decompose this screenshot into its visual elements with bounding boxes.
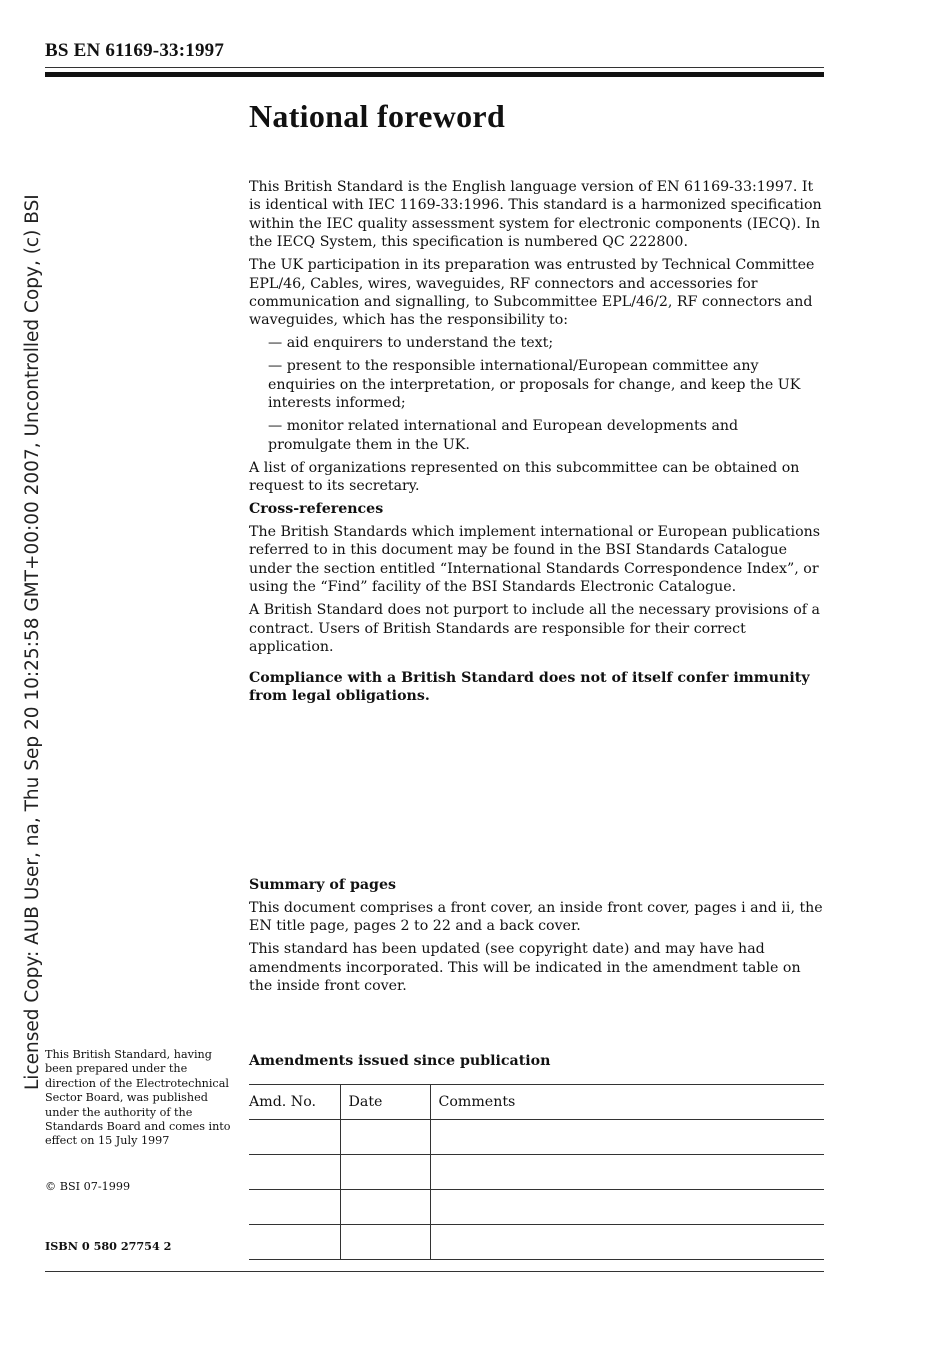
table-cell (249, 1120, 340, 1155)
table-row (249, 1190, 824, 1225)
paragraph-provisions: A British Standard does not purport to include all the necessary provisions of a contract. Users of British Standards are responsible for their correct application. (249, 602, 820, 656)
isbn-number: ISBN 0 580 27754 2 (45, 1239, 172, 1253)
footer-rule (45, 1271, 824, 1272)
summary-heading: Summary of pages (249, 877, 396, 893)
table-cell (430, 1155, 824, 1190)
summary-paragraph: This standard has been updated (see copyright date) and may have had amendments incorporated. This will be indicated in the amendment table on the inside front cover. (249, 941, 801, 995)
table-row (249, 1120, 824, 1155)
responsibility-item: — monitor related international and European developments and promulgate them in the UK. (268, 418, 739, 453)
table-cell (340, 1190, 430, 1225)
amendments-heading: Amendments issued since publication (249, 1053, 551, 1069)
responsibility-item: — aid enquirers to understand the text; (268, 335, 554, 352)
table-header-row (249, 1085, 824, 1120)
compliance-statement: Compliance with a British Standard does not of itself confer immunity from legal obligations. (249, 669, 810, 704)
table-cell (340, 1155, 430, 1190)
table-cell (249, 1225, 340, 1260)
column-header-date: Date (340, 1085, 430, 1120)
table-row (249, 1225, 824, 1260)
page-title: National foreword (249, 98, 506, 134)
copyright-notice: © BSI 07-1999 (45, 1180, 131, 1193)
publication-note: This British Standard, having been prepared under the direction of the Electrotechnical Sector Board, was published under the authority of the Standards Board and comes into effect on 15 July 1997 (45, 1048, 231, 1148)
amendments-table (249, 1084, 824, 1260)
column-header-comments: Comments (430, 1085, 824, 1120)
license-watermark: Licensed Copy: AUB User, na, Thu Sep 20 10:25:58 GMT+00:00 2007, Uncontrolled Copy, (c) BSI (22, 194, 43, 1090)
paragraph-identity: This British Standard is the English language version of EN 61169-33:1997. It is identical with IEC 1169-33:1996. This standard is a harmonized specification within the IEC quality assessment system for electronic components (IECQ). In the IECQ System, this specification is numbered QC 222800. (249, 179, 822, 251)
paragraph-organizations: A list of organizations represented on this subcommittee can be obtained on request to its secretary. (249, 459, 800, 495)
table-cell (430, 1120, 824, 1155)
table-cell (249, 1190, 340, 1225)
crossref-heading: Cross-references (249, 501, 384, 518)
table-row (249, 1155, 824, 1190)
responsibility-item: — present to the responsible international/European committee any enquiries on the interpretation, or proposals for change, and keep the UK interests informed; (268, 358, 801, 412)
paragraph-crossref: The British Standards which implement international or European publications referred to in this document may be found in the BSI Standards Catalogue under the section entitled “International Standards Correspondence Index”, or using the “Find” facility of the BSI Standards Electronic Catalogue. (249, 524, 821, 596)
summary-section (249, 876, 824, 1000)
foreword-body (249, 178, 824, 710)
table-cell (340, 1120, 430, 1155)
header-rule-thick (45, 72, 824, 77)
table-cell (340, 1225, 430, 1260)
table-cell (430, 1225, 824, 1260)
table-cell (249, 1155, 340, 1190)
paragraph-participation: The UK participation in its preparation was entrusted by Technical Committee EPL/46, Cables, wires, waveguides, RF connectors and accessories for communication and signalling, to Subcommittee EPL/46/2, RF connectors and waveguides, which has the responsibility to: (249, 257, 815, 329)
table-cell (430, 1190, 824, 1225)
column-header-amd-no: Amd. No. (249, 1085, 340, 1120)
header-rule-thin (45, 67, 824, 68)
summary-paragraph: This document comprises a front cover, an inside front cover, pages i and ii, the EN title page, pages 2 to 22 and a back cover. (249, 900, 823, 935)
document-code: BS EN 61169-33:1997 (45, 40, 225, 61)
